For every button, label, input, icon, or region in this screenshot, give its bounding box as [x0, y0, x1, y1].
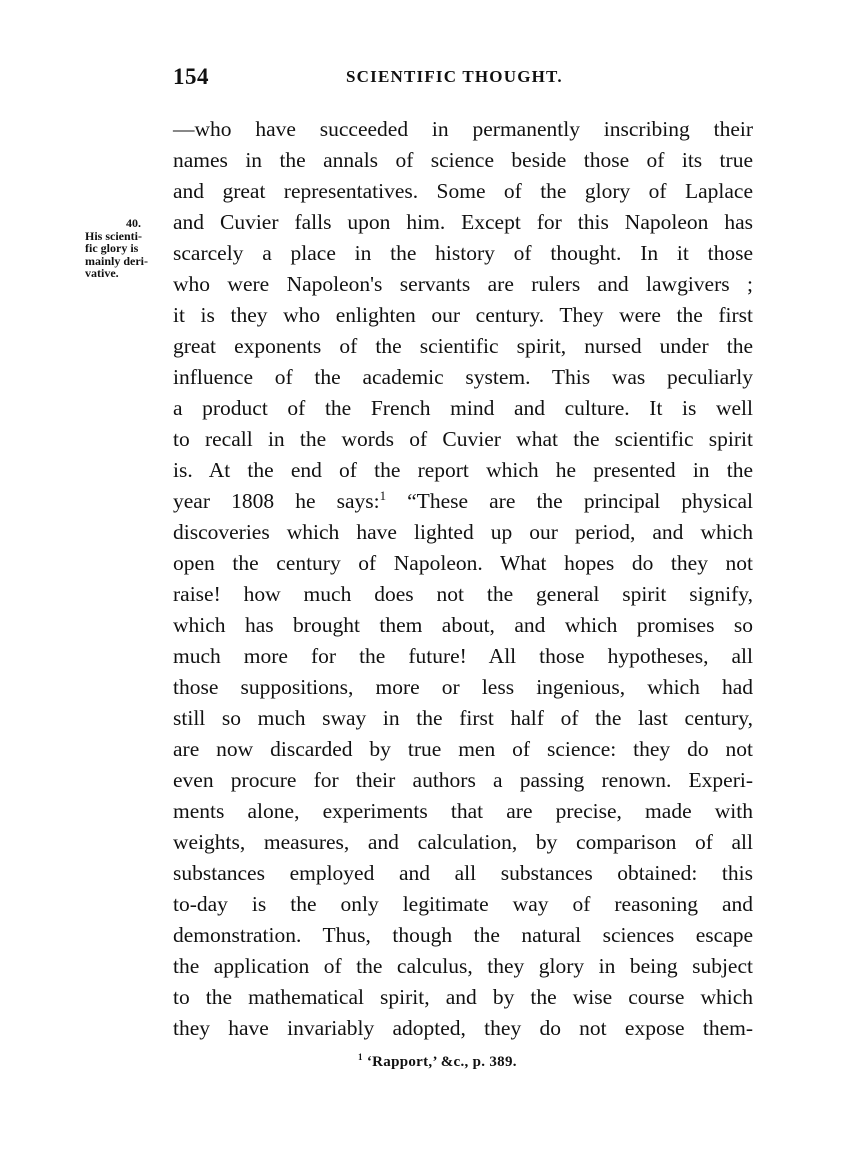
text-line-with-footnote [173, 486, 753, 517]
text-line: and Cuvier falls upon him. Except for this Napoleon has [173, 210, 753, 234]
text-line: much more for the future! All those hypotheses, all [173, 644, 753, 668]
page-number: 154 [173, 64, 209, 89]
text-line: to the mathematical spirit, and by the wise course which [173, 985, 753, 1009]
text-line: and great representatives. Some of the glory of Laplace [173, 179, 753, 203]
footnote-mark: 1 [358, 1052, 363, 1062]
text-line: even procure for their authors a passing renown. Experi- [173, 768, 753, 792]
margin-note [85, 217, 155, 280]
text-line: still so much sway in the first half of the last century, [173, 706, 753, 730]
text-line: raise! how much does not the general spirit signify, [173, 582, 753, 606]
text-line: a product of the French mind and culture. It is well [173, 396, 753, 420]
text-line: to recall in the words of Cuvier what the scientific spirit [173, 427, 753, 451]
text-segment: year 1808 he says: [173, 489, 380, 513]
margin-note-line: fic glory is [85, 241, 139, 255]
footnote [358, 1054, 517, 1071]
text-line: the application of the calculus, they glory in being subject [173, 954, 753, 978]
text-line: open the century of Napoleon. What hopes do they not [173, 551, 753, 575]
text-line: ments alone, experiments that are precise, made with [173, 799, 753, 823]
text-line: influence of the academic system. This was peculiarly [173, 365, 753, 389]
margin-note-line: vative. [85, 266, 119, 280]
text-line: scarcely a place in the history of thought. In it those [173, 241, 753, 265]
text-line: to-day is the only legitimate way of reasoning and [173, 892, 753, 916]
text-line: names in the annals of science beside those of its true [173, 148, 753, 172]
text-line: it is they who enlighten our century. They were the first [173, 303, 753, 327]
text-line: weights, measures, and calculation, by comparison of all [173, 830, 753, 854]
text-line: is. At the end of the report which he presented in the [173, 458, 753, 482]
running-head: SCIENTIFIC THOUGHT. [346, 67, 563, 86]
text-line: they have invariably adopted, they do not expose them- [173, 1016, 753, 1040]
margin-note-line: His scienti- [85, 228, 142, 243]
body-text [173, 114, 753, 1044]
margin-note-line: mainly deri- [85, 253, 148, 268]
text-line: —who have succeeded in permanently inscribing their [173, 117, 753, 141]
text-line: those suppositions, more or less ingenious, which had [173, 675, 753, 699]
margin-note-number: 40. [126, 216, 141, 230]
text-segment: “These are the principal physical [386, 489, 753, 513]
text-line: who were Napoleon's servants are rulers and lawgivers ; [173, 272, 753, 296]
text-line: great exponents of the scientific spirit, nursed under the [173, 334, 753, 358]
text-line: discoveries which have lighted up our period, and which [173, 520, 753, 544]
footnote-text: ‘Rapport,’ &c., p. 389. [362, 1054, 517, 1070]
text-line: demonstration. Thus, though the natural sciences escape [173, 923, 753, 947]
footnote-reference: 1 [379, 488, 387, 503]
text-line: substances employed and all substances obtained: this [173, 861, 753, 885]
text-line: are now discarded by true men of science: they do not [173, 737, 753, 761]
text-line: which has brought them about, and which promises so [173, 613, 753, 637]
page-header [173, 64, 748, 94]
